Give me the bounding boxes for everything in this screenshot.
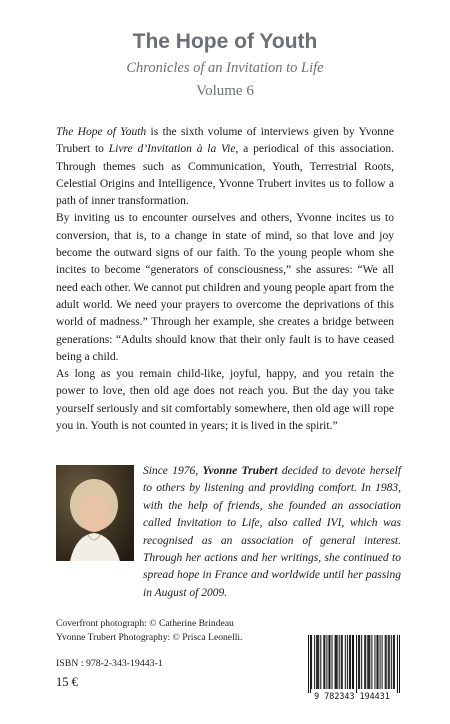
periodical-title: Livre d’Invitation à la Vie <box>108 143 236 156</box>
bio-since: Since 1976, <box>143 465 203 477</box>
bio-text: decided to devote herself to others by listening and providing comfort. In 1983, with the help of friends, she founded an association called Invitation to Life, also called IVI, which was recognised as an association of general interest. Through her actions and her writings, she continued to spread hope in France and worldwide until her passing in August of 2009. <box>143 465 402 599</box>
book-title: The Hope of Youth <box>132 30 318 53</box>
photo-credits <box>56 617 242 645</box>
barcode-digits: 9 782343 194431 <box>314 691 390 701</box>
isbn: ISBN : 978-2-343-19443-1 <box>56 658 163 669</box>
paragraph-1 <box>56 124 394 210</box>
paragraph-1-text-a: is the sixth volume of interviews given by Yvonne Trubert to <box>56 126 394 156</box>
paragraph-3: As long as you remain child-like, joyful, happy, and you retain the power to love, then old age does not reach you. But the day you take yourself seriously and sit comfortably somewhere, then old age will rope you in. Youth is not counted in years; it is lived in the spirit.” <box>56 368 394 433</box>
author-bio <box>143 463 401 602</box>
header <box>0 30 450 100</box>
author-photo <box>56 465 134 561</box>
credit-author-photo: Yvonne Trubert Photography: © Prisca Leonelli. <box>56 632 243 643</box>
credit-cover: Coverfront photograph: © Catherine Brindeau <box>56 618 234 629</box>
price: 15 € <box>56 675 78 689</box>
author-name: Yvonne Trubert <box>202 465 278 477</box>
paragraph-1-text-b: , a periodical of this association. Through themes such as Communication, Youth, Terrestrial Roots, Celestial Origins and Intelligence, Yvonne Trubert invites us to follow a path of inner transformation. <box>56 143 395 208</box>
barcode-icon <box>300 633 400 701</box>
book-title-inline: The Hope of Youth <box>56 126 147 138</box>
paragraph-2: By inviting us to encounter ourselves and others, Yvonne incites us to conversion, that is, to a change in state of mind, so that love and joy become the outward signs of our faith. To the young people whom she incites to become “generators of consciousness,” she assures: “We all need each other. We cannot put children and young people apart from the adult world. We need your prayers to overcome the deprivations of this world of madness.” Through her example, she creates a bridge between generations: “Adults should know that their only fault is to have ceased being a child. <box>56 212 394 363</box>
description <box>56 124 394 435</box>
volume-label: Volume 6 <box>196 83 254 99</box>
book-subtitle: Chronicles of an Invitation to Life <box>126 60 324 76</box>
